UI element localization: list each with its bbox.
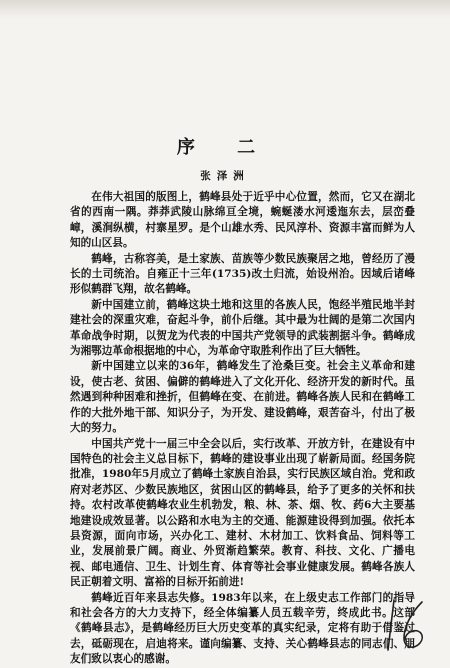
paragraph: 新中国建立前，鹤峰这块土地和这里的各族人民，饱经半殖民地半封建社会的深重灾难，奋起斗争，前仆后继。其中最为壮阔的是第二次国内革命战争时期，以贺龙为代表的中国共产党领导的武装割据斗争。鹤峰成为湘鄂边革命根据地的中心，为革命守取胜利作出了巨大牺牲。 [70,298,415,358]
author-name: 张泽洲 [200,170,250,182]
paragraph: 新中国建立以来的36年，鹤峰发生了沧桑巨变。社会主义革命和建设，使古老、贫困、偏僻的鹤峰进入了文化开化、经济开发的新时代。虽然遇到种种困难和挫折，但鹤峰在变、在前进。鹤峰各族人民和在鹤峰工作的大批外地干部、知识分子，为开发、建设鹤峰，艰苦奋斗，付出了极大的努力。 [70,360,415,435]
preface-title: 序 二 [176,137,274,158]
paragraph: 在伟大祖国的版图上，鹤峰县处于近乎中心位置，然而，它又在湖北省的西南一隅。莽莽武陵山脉绵亘全境，蜿蜒溇水河逶迤东去，层峦叠嶂，溪涧纵横，村寨星罗。是个山雄水秀、民风淳朴、资源丰富而鲜为人知的山区县。 [70,191,415,250]
paragraph: 中国共产党十一届三中全会以后，实行改革、开放方针，在建设有中国特色的社会主义总目标下，鹤峰的建设事业出现了崭新局面。经国务院批准，1980年5月成立了鹤峰土家族自治县，实行民族区域自治。党和政府对老苏区、少数民族地区，贫困山区的鹤峰县，给予了更多的关怀和扶持。农村改革使鹤峰农业生机勃发，粮、林、茶、烟、牧、药6大主要基地建设成效显著。以公路和水电为主的交通、能源建设得到加强。依托本县资源，面向市场，兴办化工、建材、木材加工、饮料食品、饲料等工业，发展前景广阔。商业、外贸渐趋繁荣。教育、科技、文化、广播电视、邮电通信、卫生、计划生育、体育等社会事业健康发展。鹤峰各族人民正朝着文明、富裕的目标开拓前进! [70,437,415,589]
scan-top-edge [0,0,450,18]
paragraph: 鹤峰近百年来县志失修。1983年以来，在上级史志工作部门的指导和社会各方的大力支持下，经全体编纂人员五载辛劳，终成此书。这部《鹤峰县志》，是鹤峰经历巨大历史变革的真实纪录，定将有助于借鉴过去，砥砺现在，启迪将来。谨向编纂、支持、关心鹤峰县志的同志们、朋友们致以衷心的感谢。 [70,591,415,666]
handwritten-page-number [380,594,440,654]
paragraph: 鹤峰，古称容美，是土家族、苗族等少数民族聚居之地，曾经历了漫长的土司统治。自雍正十三年(1735)改土归流，始设州治。因域后诸峰形似鹤群飞翔，故名鹤峰。 [70,252,415,296]
document-body [70,190,415,668]
